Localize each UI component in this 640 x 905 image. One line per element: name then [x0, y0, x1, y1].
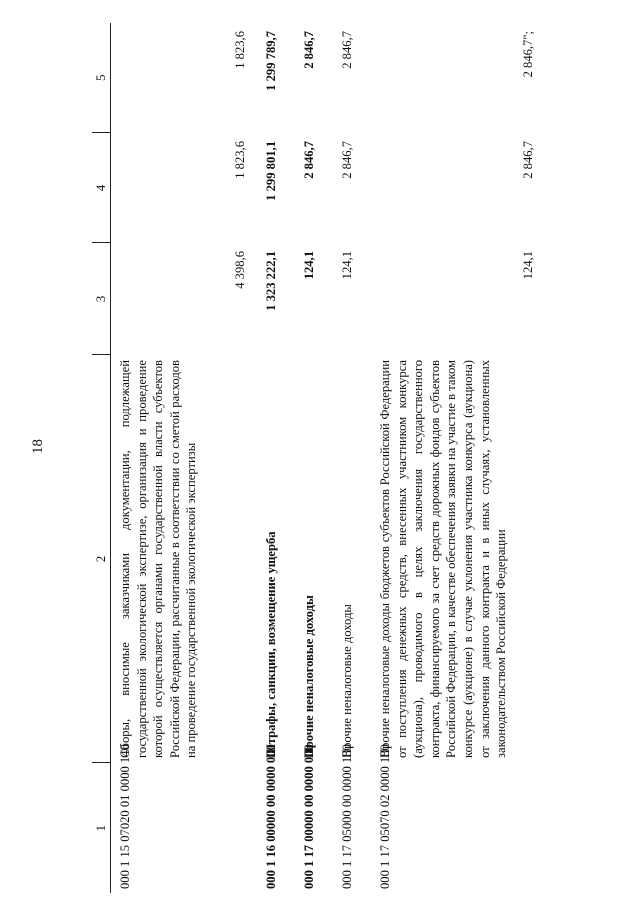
row-value-col3: 1 323 222,1 [264, 251, 278, 311]
row-value-col5: 1 299 789,7 [264, 31, 278, 91]
revenue-table [92, 23, 545, 893]
row-value-col4: 2 846,7 [521, 141, 536, 179]
row-code: 000 1 15 07020 01 0000 140 [118, 744, 132, 889]
row-name: Прочие неналоговые доходы [340, 604, 354, 758]
row-name: Прочие неналоговые доходы [302, 595, 316, 758]
row-value-col3: 124,1 [302, 251, 316, 280]
row-code: 000 1 17 05070 02 0000 180 [378, 744, 392, 889]
row-value-col3: 4 398,6 [233, 251, 248, 289]
row-value-col4: 2 846,7 [302, 141, 316, 179]
column-header: 5 [92, 23, 111, 133]
column-header: 3 [92, 243, 111, 355]
column-header: 1 [92, 763, 111, 893]
row-value-col4: 1 299 801,1 [264, 141, 278, 201]
row-value-col4: 2 846,7 [340, 141, 354, 179]
table-row [257, 23, 295, 893]
column-header: 4 [92, 133, 111, 243]
row-value-col3: 124,1 [521, 251, 536, 280]
row-value-col4: 1 823,6 [233, 141, 248, 179]
row-code: 000 1 17 05000 00 0000 180 [340, 744, 354, 889]
row-name: Прочие неналоговые доходы бюджетов субъектов Российской Федерации от поступления денежных средств, внесенных участником конкурса (аукциона), проводимого в целях заключения государственного контракта, финансируемого за счет средств дорожных фондов субъектов Российской Федерации, в качестве обеспечения заявки на участие в таком конкурсе (аукционе) в случае уклонения участника конкурса (аукциона) от заключения данного контракта и в иных случаях, установленных законодательством Российской Федерации [378, 360, 509, 758]
row-name: Сборы, вносимые заказчиками документации, подлежащей государственной экологической экспертизе, организация и проведение которой осуществляется органами государственной власти субъектов Российской Федерации, рассчитанные в соответствии со сметой расходов на проведение государственной экологической экспертизы [118, 360, 199, 758]
row-code: 000 1 17 00000 00 0000 000 [302, 744, 316, 889]
row-code: 000 1 16 00000 00 0000 000 [264, 744, 278, 889]
row-value-col3: 124,1 [340, 251, 354, 280]
row-value-col5: 2 846,7"; [521, 31, 536, 78]
table-row [333, 23, 371, 893]
table-row [111, 23, 258, 893]
page-number: 18 [30, 439, 46, 454]
row-value-col5: 2 846,7 [340, 31, 354, 69]
row-value-col5: 2 846,7 [302, 31, 316, 69]
row-name: Штрафы, санкции, возмещение ущерба [264, 531, 278, 758]
row-value-col5: 1 823,6 [233, 31, 248, 69]
rotated-page [92, 23, 612, 893]
table-header-row [92, 23, 111, 893]
column-header: 2 [92, 355, 111, 763]
table-row [295, 23, 333, 893]
table-row [371, 23, 545, 893]
